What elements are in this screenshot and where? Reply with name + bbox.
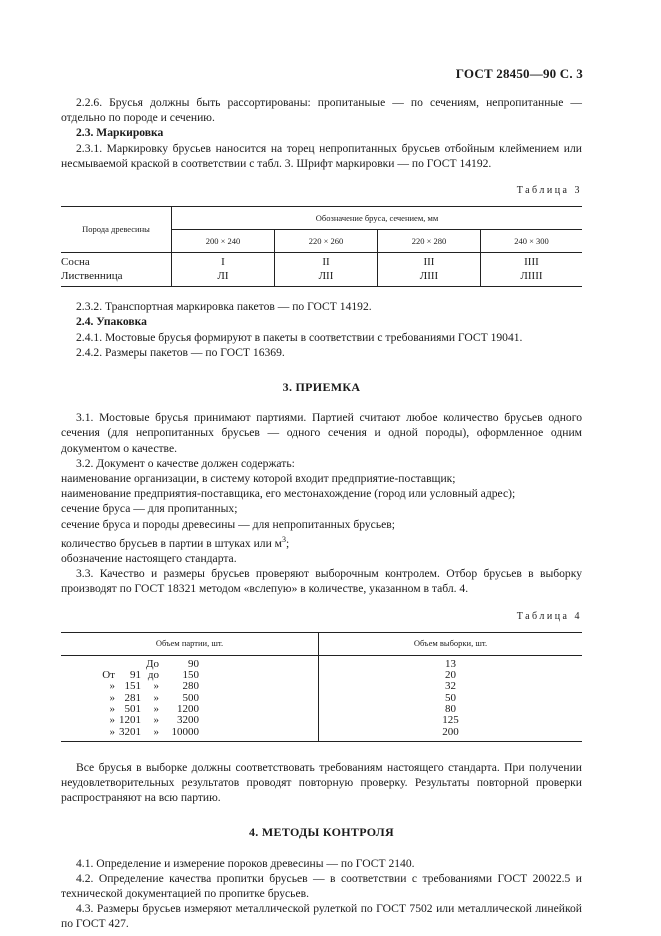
table-row: » 501 » 1200 80 — [61, 704, 582, 715]
heading-2-3: 2.3. Маркировка — [76, 126, 164, 140]
table-row — [61, 270, 582, 287]
table3-col-species: Порода древесины — [61, 207, 172, 253]
table3-section-4: 240 × 300 — [480, 230, 582, 253]
para-4-2: 4.2. Определение качества пропитки брусьев — в соответствии с требованиями ГОСТ 20022.5 и технической документацией по пропитке брусьев. — [61, 871, 582, 901]
para-2-3-1: 2.3.1. Маркировку брусьев наносится на торец непропитанных брусьев отбойным клеймением или несмываемой краской в соответствии с табл. 3. Шрифт маркировки — по ГОСТ 14192. — [61, 141, 582, 170]
heading-2-4: 2.4. Упаковка — [76, 315, 147, 329]
list-item: обозначение настоящего стандарта. — [61, 551, 237, 565]
list-item: наименование организации, в систему которой входит предприятие-поставщик; — [61, 472, 456, 486]
list-item — [61, 532, 582, 551]
table-row: » 281 » 500 50 — [61, 693, 582, 704]
para-2-2-6: 2.2.6. Брусья должны быть рассортированы: пропитаныые — по сечениям, непропитанные — отдельно по породе и сечению. — [61, 96, 582, 125]
para-3-1: 3.1. Мостовые брусья принимают партиями. Партией считают любое количество брусьев одного сечения (для непропитанных брусьев — одного сечения и одной породы), оформленное одним документом о качестве. — [61, 411, 582, 455]
table3-species: Сосна — [61, 256, 90, 269]
table3-mark: ЛII — [274, 270, 377, 287]
table-row: От 91 до 150 20 — [61, 670, 582, 681]
table4-col-lot: Объем партии, шт. — [61, 632, 319, 655]
table4-sample: 50 — [319, 693, 583, 704]
table-row: » 151 » 280 32 — [61, 681, 582, 692]
table3-caption: Таблица 3 — [516, 185, 582, 197]
list-item: сечение бруса и породы древесины — для непропитанных брусьев; — [61, 517, 395, 531]
table3-mark: ЛIIII — [480, 270, 582, 287]
list-item-text: количество брусьев в партии в штуках или м — [61, 536, 283, 550]
list-item-tail: ; — [286, 536, 290, 550]
para-after-table4: Все брусья в выборке должны соответствовать требованиям настоящего стандарта. При получении неудовлетворительных результатов проводят повторную проверку. Результаты повторной проверки распространяют на всю партию. — [61, 760, 582, 805]
document-body — [61, 95, 582, 932]
para-4-3: 4.3. Размеры брусьев измеряют металлической рулеткой по ГОСТ 7502 или металлической линейкой по ГОСТ 427. — [61, 902, 582, 931]
table4-col-sample: Объем выборки, шт. — [319, 632, 583, 655]
para-3-3: 3.3. Качество и размеры брусьев проверяют выборочным контролем. Отбор брусьев в выборку производят по ГОСТ 18321 методом «вслепую» в количестве, указанном в табл. 4. — [61, 567, 582, 596]
list-item: наименование предприятия-поставщика, его местонахождение (город или условный адрес); — [61, 487, 516, 501]
page-header: ГОСТ 28450—90 С. 3 — [455, 66, 583, 81]
superscript: 3 — [282, 534, 287, 544]
table4-sample: 20 — [319, 670, 583, 681]
para-2-4-2: 2.4.2. Размеры пакетов — по ГОСТ 16369. — [76, 345, 285, 359]
table-row: До 90 13 — [61, 655, 582, 670]
table4-sample: 13 — [319, 655, 583, 670]
list-item: сечение бруса — для пропитанных; — [61, 502, 238, 516]
table3-section-3: 220 × 280 — [377, 230, 480, 253]
para-3-2: 3.2. Документ о качестве должен содержать: — [76, 456, 295, 470]
table4-caption: Таблица 4 — [516, 610, 582, 622]
section-4-title: 4. МЕТОДЫ КОНТРОЛЯ — [248, 825, 395, 840]
table-row: » 1201 » 3200 125 — [61, 715, 582, 726]
table4-sample: 80 — [319, 704, 583, 715]
table3-mark: III — [377, 253, 480, 270]
para-4-1: 4.1. Определение и измерение пороков древесины — по ГОСТ 2140. — [76, 856, 415, 870]
table-4 — [61, 632, 582, 742]
table3-section-2: 220 × 260 — [274, 230, 377, 253]
table3-mark: II — [274, 253, 377, 270]
table3-mark: I — [172, 253, 275, 270]
table4-sample: 200 — [319, 727, 583, 742]
table3-mark: IIII — [480, 253, 582, 270]
table-row — [61, 253, 582, 270]
table3-mark: ЛI — [172, 270, 275, 287]
table4-sample: 125 — [319, 715, 583, 726]
table-3 — [61, 206, 582, 287]
table-row: » 3201 » 10000 200 — [61, 727, 582, 742]
table4-sample: 32 — [319, 681, 583, 692]
table3-col-group: Обозначение бруса, сечением, мм — [172, 207, 583, 230]
table3-mark: ЛIII — [377, 270, 480, 287]
para-2-4-1: 2.4.1. Мостовые брусья формируют в пакеты в соответствии с требованиями ГОСТ 19041. — [76, 330, 523, 344]
table3-section-1: 200 × 240 — [172, 230, 275, 253]
section-3-title: 3. ПРИЕМКА — [282, 380, 361, 395]
table3-species: Лиственница — [61, 270, 172, 287]
para-2-3-2: 2.3.2. Транспортная маркировка пакетов — по ГОСТ 14192. — [76, 300, 372, 314]
